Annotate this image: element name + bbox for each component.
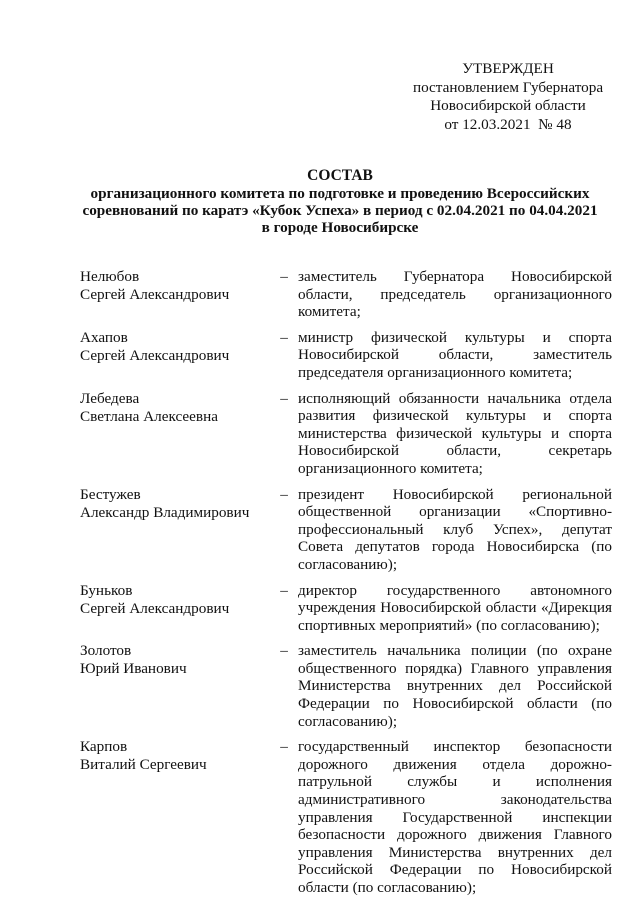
member-given-names: Сергей Александрович bbox=[80, 346, 230, 364]
member-row bbox=[80, 390, 620, 478]
member-row bbox=[80, 268, 620, 321]
member-given-names: Сергей Александрович bbox=[80, 599, 230, 617]
member-surname: Бестужев bbox=[80, 485, 141, 503]
member-name bbox=[80, 329, 270, 382]
member-surname: Ахапов bbox=[80, 328, 128, 346]
member-surname: Карпов bbox=[80, 738, 128, 756]
member-dash: – bbox=[280, 642, 288, 660]
approval-stamp bbox=[398, 60, 618, 134]
member-name bbox=[80, 390, 270, 478]
member-position: президент Новосибирской региональной общественной организации «Спортивно-профессиональный клуб Успех», депутат Совета депутатов города Новосибирска (по согласованию); bbox=[298, 485, 612, 573]
approval-line-1: постановлением Губернатора bbox=[412, 78, 604, 96]
heading-line-2: соревнований по каратэ «Кубок Успеха» в период с 02.04.2021 по 04.04.2021 bbox=[82, 202, 598, 219]
member-row bbox=[80, 486, 620, 574]
member-name bbox=[80, 486, 270, 574]
member-given-names: Светлана Алексеевна bbox=[80, 407, 218, 425]
member-surname: Лебедева bbox=[80, 389, 140, 407]
member-position: директор государственного автономного учреждения Новосибирской области «Дирекция спортивных мероприятий» (по согласованию); bbox=[298, 581, 612, 634]
member-surname: Золотов bbox=[80, 642, 132, 660]
document-heading bbox=[60, 167, 620, 236]
heading-line-3: в городе Новосибирске bbox=[261, 219, 419, 236]
member-name bbox=[80, 582, 270, 635]
approval-line-2: Новосибирской области bbox=[430, 97, 586, 114]
member-position: государственный инспектор безопасности дорожного движения отдела дорожно-патрульной службы и исполнения административного законодательства управления Государственной инспекции безопасности дорожного движения Главного управления Министерства внутренних дел Российской Федерации по Новосибирской области (по согласованию); bbox=[298, 738, 612, 896]
heading-line-1: организационного комитета по подготовке и проведению Всероссийских bbox=[90, 185, 590, 202]
member-dash: – bbox=[280, 738, 288, 756]
member-dash: – bbox=[280, 581, 288, 599]
member-given-names: Александр Владимирович bbox=[80, 503, 250, 521]
member-name bbox=[80, 642, 270, 730]
member-surname: Буньков bbox=[80, 581, 133, 599]
member-dash: – bbox=[280, 268, 288, 285]
member-row bbox=[80, 329, 620, 382]
member-given-names: Юрий Иванович bbox=[80, 660, 187, 678]
document-title: СОСТАВ bbox=[307, 167, 373, 184]
member-dash: – bbox=[280, 485, 288, 503]
member-row bbox=[80, 582, 620, 635]
member-dash: – bbox=[280, 328, 288, 346]
member-given-names: Виталий Сергеевич bbox=[80, 756, 207, 774]
member-name bbox=[80, 268, 270, 321]
member-surname: Нелюбов bbox=[80, 268, 140, 285]
member-dash: – bbox=[280, 389, 288, 407]
member-given-names: Сергей Александрович bbox=[80, 286, 230, 303]
committee-members-list bbox=[80, 268, 620, 905]
member-position: министр физической культуры и спорта Новосибирской области, заместитель председателя организационного комитета; bbox=[298, 328, 612, 381]
member-row bbox=[80, 642, 620, 730]
member-position: заместитель Губернатора Новосибирской области, председатель организационного комитета; bbox=[298, 268, 612, 321]
member-position: исполняющий обязанности начальника отдела развития физической культуры и спорта министерства физической культуры и спорта Новосибирской области, секретарь организационного комитета; bbox=[298, 389, 612, 477]
member-row bbox=[80, 738, 620, 896]
approval-title: УТВЕРЖДЕН bbox=[462, 60, 554, 77]
member-name bbox=[80, 738, 270, 896]
approval-date: от 12.03.2021 № 48 bbox=[444, 115, 572, 133]
member-position: заместитель начальника полиции (по охране общественного порядка) Главного управления Министерства внутренних дел Российской Федерации по Новосибирской области (по согласованию); bbox=[298, 642, 612, 730]
